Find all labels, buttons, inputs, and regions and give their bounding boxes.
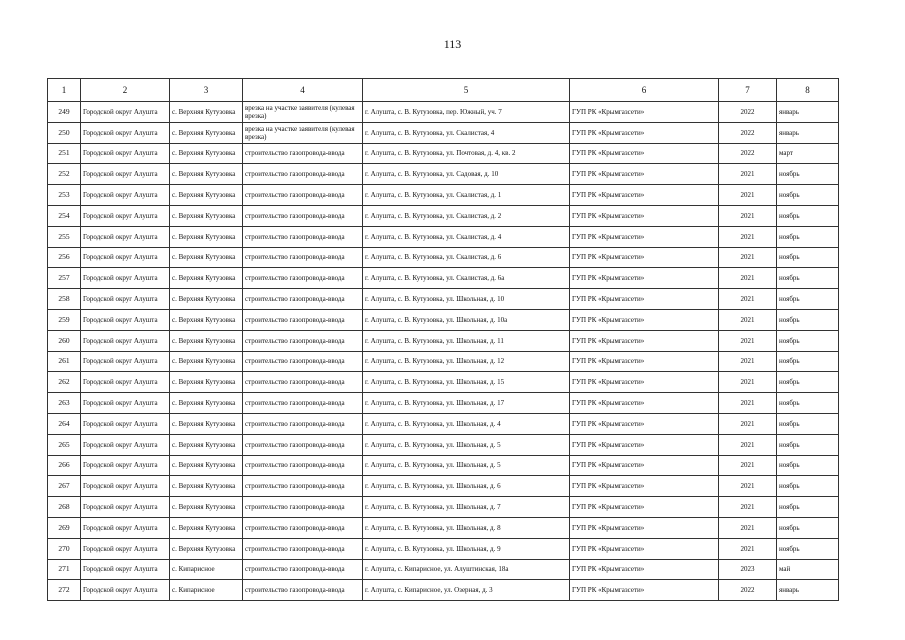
row-number: 254 [48,205,81,226]
month-cell: ноябрь [777,434,839,455]
district-cell: Городской округ Алушта [81,372,170,393]
address-cell: г. Алушта, с. В. Кутузовка, ул. Скалистая, д. 2 [363,205,570,226]
work-type-cell: строительство газопровода-ввода [243,538,363,559]
work-type-cell: врезка на участке заявителя (кулевая врезка) [243,102,363,123]
year-cell: 2023 [719,559,777,580]
address-cell: г. Алушта, с. В. Кутузовка, ул. Скалистая, д. 4 [363,226,570,247]
year-cell: 2021 [719,268,777,289]
district-cell: Городской округ Алушта [81,434,170,455]
organization-cell: ГУП РК «Крымгазсети» [570,434,719,455]
address-cell: г. Алушта, с. В. Кутузовка, ул. Школьная, д. 12 [363,351,570,372]
address-cell: г. Алушта, с. В. Кутузовка, ул. Скалистая, д. 6а [363,268,570,289]
organization-cell: ГУП РК «Крымгазсети» [570,268,719,289]
settlement-cell: с. Верхняя Кутузовка [170,185,243,206]
settlement-cell: с. Верхняя Кутузовка [170,289,243,310]
year-cell: 2021 [719,351,777,372]
district-cell: Городской округ Алушта [81,289,170,310]
header-row [48,79,839,102]
month-cell: январь [777,122,839,143]
district-cell: Городской округ Алушта [81,102,170,123]
district-cell: Городской округ Алушта [81,580,170,601]
settlement-cell: с. Верхняя Кутузовка [170,164,243,185]
year-cell: 2021 [719,309,777,330]
organization-cell: ГУП РК «Крымгазсети» [570,143,719,164]
row-number: 255 [48,226,81,247]
settlement-cell: с. Верхняя Кутузовка [170,205,243,226]
month-cell: январь [777,102,839,123]
month-cell: ноябрь [777,247,839,268]
district-cell: Городской округ Алушта [81,476,170,497]
month-cell: ноябрь [777,205,839,226]
organization-cell: ГУП РК «Крымгазсети» [570,393,719,414]
year-cell: 2021 [719,455,777,476]
row-number: 261 [48,351,81,372]
organization-cell: ГУП РК «Крымгазсети» [570,309,719,330]
district-cell: Городской округ Алушта [81,226,170,247]
column-header: 7 [719,79,777,102]
organization-cell: ГУП РК «Крымгазсети» [570,351,719,372]
settlement-cell: с. Верхняя Кутузовка [170,309,243,330]
table-row [48,434,839,455]
table-row [48,330,839,351]
row-number: 257 [48,268,81,289]
row-number: 265 [48,434,81,455]
organization-cell: ГУП РК «Крымгазсети» [570,226,719,247]
month-cell: ноябрь [777,309,839,330]
settlement-cell: с. Верхняя Кутузовка [170,330,243,351]
address-cell: г. Алушта, с. В. Кутузовка, ул. Школьная, д. 15 [363,372,570,393]
organization-cell: ГУП РК «Крымгазсети» [570,164,719,185]
row-number: 253 [48,185,81,206]
work-type-cell: строительство газопровода-ввода [243,164,363,185]
row-number: 269 [48,517,81,538]
organization-cell: ГУП РК «Крымгазсети» [570,185,719,206]
table-row [48,517,839,538]
address-cell: г. Алушта, с. В. Кутузовка, пер. Южный, уч. 7 [363,102,570,123]
work-type-cell: строительство газопровода-ввода [243,309,363,330]
table-row [48,538,839,559]
district-cell: Городской округ Алушта [81,205,170,226]
table-row [48,497,839,518]
month-cell: ноябрь [777,330,839,351]
column-header: 4 [243,79,363,102]
work-type-cell: строительство газопровода-ввода [243,517,363,538]
settlement-cell: с. Верхняя Кутузовка [170,434,243,455]
organization-cell: ГУП РК «Крымгазсети» [570,413,719,434]
district-cell: Городской округ Алушта [81,330,170,351]
month-cell: ноябрь [777,497,839,518]
table-row [48,351,839,372]
row-number: 267 [48,476,81,497]
table-row [48,247,839,268]
organization-cell: ГУП РК «Крымгазсети» [570,559,719,580]
address-cell: г. Алушта, с. В. Кутузовка, ул. Школьная, д. 7 [363,497,570,518]
address-cell: г. Алушта, с. Кипарисное, ул. Озерная, д. 3 [363,580,570,601]
district-cell: Городской округ Алушта [81,455,170,476]
month-cell: ноябрь [777,226,839,247]
column-header: 3 [170,79,243,102]
month-cell: ноябрь [777,538,839,559]
work-type-cell: строительство газопровода-ввода [243,372,363,393]
district-cell: Городской округ Алушта [81,517,170,538]
table-row [48,455,839,476]
settlement-cell: с. Верхняя Кутузовка [170,122,243,143]
row-number: 271 [48,559,81,580]
table-row [48,309,839,330]
row-number: 266 [48,455,81,476]
month-cell: ноябрь [777,268,839,289]
table-row [48,122,839,143]
month-cell: ноябрь [777,185,839,206]
row-number: 268 [48,497,81,518]
row-number: 264 [48,413,81,434]
table-row [48,164,839,185]
year-cell: 2022 [719,122,777,143]
work-type-cell: строительство газопровода-ввода [243,580,363,601]
district-cell: Городской округ Алушта [81,538,170,559]
year-cell: 2022 [719,580,777,601]
organization-cell: ГУП РК «Крымгазсети» [570,580,719,601]
table-row [48,393,839,414]
address-cell: г. Алушта, с. В. Кутузовка, ул. Школьная, д. 5 [363,455,570,476]
address-cell: г. Алушта, с. В. Кутузовка, ул. Школьная, д. 10 [363,289,570,310]
district-cell: Городской округ Алушта [81,393,170,414]
organization-cell: ГУП РК «Крымгазсети» [570,476,719,497]
month-cell: март [777,143,839,164]
work-type-cell: строительство газопровода-ввода [243,434,363,455]
work-type-cell: строительство газопровода-ввода [243,497,363,518]
district-cell: Городской округ Алушта [81,351,170,372]
settlement-cell: с. Верхняя Кутузовка [170,497,243,518]
address-cell: г. Алушта, с. В. Кутузовка, ул. Школьная, д. 11 [363,330,570,351]
row-number: 263 [48,393,81,414]
table-row [48,205,839,226]
table-row [48,289,839,310]
district-cell: Городской округ Алушта [81,497,170,518]
district-cell: Городской округ Алушта [81,143,170,164]
district-cell: Городской округ Алушта [81,164,170,185]
month-cell: ноябрь [777,164,839,185]
year-cell: 2021 [719,517,777,538]
year-cell: 2021 [719,434,777,455]
work-type-cell: строительство газопровода-ввода [243,247,363,268]
work-type-cell: строительство газопровода-ввода [243,226,363,247]
row-number: 249 [48,102,81,123]
settlement-cell: с. Верхняя Кутузовка [170,517,243,538]
district-cell: Городской округ Алушта [81,185,170,206]
work-type-cell: строительство газопровода-ввода [243,455,363,476]
organization-cell: ГУП РК «Крымгазсети» [570,497,719,518]
organization-cell: ГУП РК «Крымгазсети» [570,102,719,123]
settlement-cell: с. Верхняя Кутузовка [170,372,243,393]
settlement-cell: с. Верхняя Кутузовка [170,102,243,123]
address-cell: г. Алушта, с. В. Кутузовка, ул. Скалистая, д. 1 [363,185,570,206]
row-number: 262 [48,372,81,393]
address-cell: г. Алушта, с. В. Кутузовка, ул. Школьная, д. 5 [363,434,570,455]
row-number: 272 [48,580,81,601]
settlement-cell: с. Верхняя Кутузовка [170,268,243,289]
settlement-cell: с. Верхняя Кутузовка [170,393,243,414]
month-cell: январь [777,580,839,601]
organization-cell: ГУП РК «Крымгазсети» [570,538,719,559]
row-number: 270 [48,538,81,559]
settlement-cell: с. Верхняя Кутузовка [170,226,243,247]
year-cell: 2021 [719,476,777,497]
table-row [48,413,839,434]
gasification-table [47,78,839,601]
table-row [48,226,839,247]
year-cell: 2021 [719,330,777,351]
organization-cell: ГУП РК «Крымгазсети» [570,517,719,538]
settlement-cell: с. Кипарисное [170,559,243,580]
table-row [48,476,839,497]
work-type-cell: строительство газопровода-ввода [243,393,363,414]
table-row [48,372,839,393]
table-row [48,102,839,123]
address-cell: г. Алушта, с. В. Кутузовка, ул. Школьная, д. 8 [363,517,570,538]
settlement-cell: с. Кипарисное [170,580,243,601]
table-row [48,268,839,289]
year-cell: 2021 [719,205,777,226]
column-header: 2 [81,79,170,102]
year-cell: 2021 [719,538,777,559]
row-number: 260 [48,330,81,351]
column-header: 1 [48,79,81,102]
table-row [48,185,839,206]
year-cell: 2022 [719,102,777,123]
organization-cell: ГУП РК «Крымгазсети» [570,205,719,226]
work-type-cell: строительство газопровода-ввода [243,185,363,206]
organization-cell: ГУП РК «Крымгазсети» [570,455,719,476]
district-cell: Городской округ Алушта [81,122,170,143]
settlement-cell: с. Верхняя Кутузовка [170,455,243,476]
address-cell: г. Алушта, с. В. Кутузовка, ул. Школьная, д. 17 [363,393,570,414]
month-cell: ноябрь [777,455,839,476]
year-cell: 2021 [719,164,777,185]
work-type-cell: строительство газопровода-ввода [243,559,363,580]
year-cell: 2021 [719,372,777,393]
row-number: 258 [48,289,81,310]
table-body [48,102,839,601]
month-cell: май [777,559,839,580]
settlement-cell: с. Верхняя Кутузовка [170,538,243,559]
work-type-cell: врезка на участке заявителя (кулевая врезка) [243,122,363,143]
settlement-cell: с. Верхняя Кутузовка [170,143,243,164]
year-cell: 2021 [719,247,777,268]
work-type-cell: строительство газопровода-ввода [243,413,363,434]
month-cell: ноябрь [777,289,839,310]
work-type-cell: строительство газопровода-ввода [243,205,363,226]
month-cell: ноябрь [777,372,839,393]
year-cell: 2021 [719,393,777,414]
month-cell: ноябрь [777,393,839,414]
settlement-cell: с. Верхняя Кутузовка [170,476,243,497]
work-type-cell: строительство газопровода-ввода [243,289,363,310]
year-cell: 2021 [719,289,777,310]
row-number: 252 [48,164,81,185]
month-cell: ноябрь [777,351,839,372]
page-number: 113 [443,37,462,51]
address-cell: г. Алушта, с. В. Кутузовка, ул. Школьная, д. 6 [363,476,570,497]
column-header: 6 [570,79,719,102]
table-row [48,143,839,164]
table-row [48,559,839,580]
work-type-cell: строительство газопровода-ввода [243,330,363,351]
address-cell: г. Алушта, с. Кипарисное, ул. Алуштинская, 18а [363,559,570,580]
district-cell: Городской округ Алушта [81,247,170,268]
row-number: 250 [48,122,81,143]
month-cell: ноябрь [777,517,839,538]
organization-cell: ГУП РК «Крымгазсети» [570,247,719,268]
district-cell: Городской округ Алушта [81,309,170,330]
year-cell: 2022 [719,143,777,164]
district-cell: Городской округ Алушта [81,559,170,580]
settlement-cell: с. Верхняя Кутузовка [170,351,243,372]
address-cell: г. Алушта, с. В. Кутузовка, ул. Школьная, д. 10а [363,309,570,330]
work-type-cell: строительство газопровода-ввода [243,351,363,372]
column-header: 8 [777,79,839,102]
row-number: 256 [48,247,81,268]
year-cell: 2021 [719,226,777,247]
row-number: 259 [48,309,81,330]
column-header: 5 [363,79,570,102]
address-cell: г. Алушта, с. В. Кутузовка, ул. Школьная, д. 9 [363,538,570,559]
settlement-cell: с. Верхняя Кутузовка [170,413,243,434]
organization-cell: ГУП РК «Крымгазсети» [570,330,719,351]
month-cell: ноябрь [777,413,839,434]
address-cell: г. Алушта, с. В. Кутузовка, ул. Почтовая, д. 4, кв. 2 [363,143,570,164]
work-type-cell: строительство газопровода-ввода [243,268,363,289]
year-cell: 2021 [719,185,777,206]
address-cell: г. Алушта, с. В. Кутузовка, ул. Школьная, д. 4 [363,413,570,434]
organization-cell: ГУП РК «Крымгазсети» [570,289,719,310]
year-cell: 2021 [719,413,777,434]
district-cell: Городской округ Алушта [81,268,170,289]
address-cell: г. Алушта, с. В. Кутузовка, ул. Скалистая, 4 [363,122,570,143]
row-number: 251 [48,143,81,164]
table-row [48,580,839,601]
district-cell: Городской округ Алушта [81,413,170,434]
work-type-cell: строительство газопровода-ввода [243,143,363,164]
settlement-cell: с. Верхняя Кутузовка [170,247,243,268]
month-cell: ноябрь [777,476,839,497]
address-cell: г. Алушта, с. В. Кутузовка, ул. Скалистая, д. 6 [363,247,570,268]
address-cell: г. Алушта, с. В. Кутузовка, ул. Садовая, д. 10 [363,164,570,185]
organization-cell: ГУП РК «Крымгазсети» [570,122,719,143]
year-cell: 2021 [719,497,777,518]
work-type-cell: строительство газопровода-ввода [243,476,363,497]
organization-cell: ГУП РК «Крымгазсети» [570,372,719,393]
